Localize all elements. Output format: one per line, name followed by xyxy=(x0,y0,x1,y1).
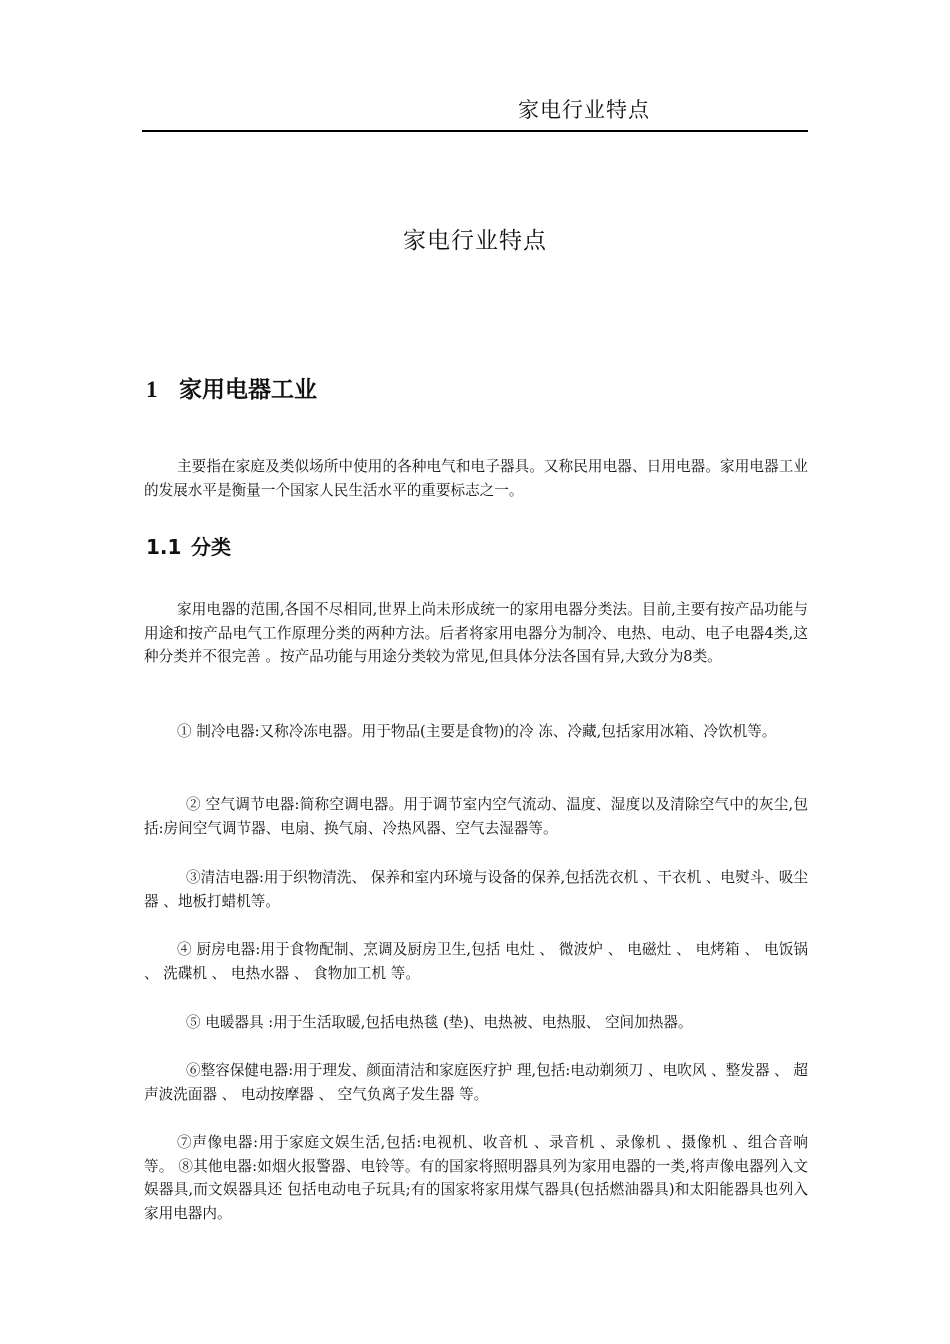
category-item-6: ⑥整容保健电器:用于理发、颜面清洁和家庭医疗护 理,包括:电动剃须刀 、电吹风 、整发器 、 超声波洗面器 、 电动按摩器 、 空气负离子发生器 等。 xyxy=(144,1062,808,1103)
category-item-7-8: ⑦声像电器:用于家庭文娱生活,包括:电视机、收音机 、录音机 、录像机 、摄像机 、组合音响等。 ⑧其他电器:如烟火报警器、电铃等。有的国家将照明器具列为家用电器的一类,将声像电器列入文娱器具,而文娱器具还 包括电动电子玩具;有的国家将家用煤气器具(包括燃油器具)和太阳能器具也列入家用电器内。 xyxy=(144,1134,808,1222)
classification-intro-paragraph: 家用电器的范围,各国不尽相同,世界上尚未形成统一的家用电器分类法。目前,主要有按产品功能与用途和按产品电气工作原理分类的两种方法。后者将家用电器分为制冷、电热、电动、电子电器4类,这种分类并不很完善 。按产品功能与用途分类较为常见,但具体分法各国有异,大致分为8类。 xyxy=(144,601,808,665)
subsection-title: 分类 xyxy=(191,535,231,559)
subsection-number: 1.1 xyxy=(146,535,182,559)
category-item-4: ④ 厨房电器:用于食物配制、烹调及厨房卫生,包括 电灶 、 微波炉 、 电磁灶 、 电烤箱 、 电饭锅 、 洗碟机 、 电热水器 、 食物加工机 等。 xyxy=(144,941,808,982)
category-item-5: ⑤ 电暖器具 :用于生活取暖,包括电热毯 (垫)、电热被、电热服、 空间加热器。 xyxy=(186,1014,693,1031)
section-1-paragraph: 主要指在家庭及类似场所中使用的各种电气和电子器具。又称民用电器、日用电器。家用电器工业 的发展水平是衡量一个国家人民生活水平的重要标志之一。 xyxy=(144,458,808,499)
document-title: 家电行业特点 xyxy=(403,228,547,254)
section-title: 家用电器工业 xyxy=(179,377,317,403)
category-item-2: ② 空气调节电器:简称空调电器。用于调节室内空气流动、温度、湿度以及清除空气中的灰尘,包括:房间空气调节器、电扇、换气扇、冷热风器、空气去湿器等。 xyxy=(144,796,808,837)
running-header-title: 家电行业特点 xyxy=(518,98,650,122)
category-item-1: ① 制冷电器:又称冷冻电器。用于物品(主要是食物)的冷 冻、冷藏,包括家用冰箱、冷饮机等。 xyxy=(177,723,777,740)
section-heading-1 xyxy=(146,374,317,406)
running-header xyxy=(142,96,808,132)
section-number: 1 xyxy=(146,377,158,402)
section-heading-1-1 xyxy=(146,533,231,561)
category-item-3: ③清洁电器:用于织物清洗、 保养和室内环境与设备的保养,包括洗衣机 、干衣机 、电熨斗、吸尘器 、地板打蜡机等。 xyxy=(144,869,808,910)
